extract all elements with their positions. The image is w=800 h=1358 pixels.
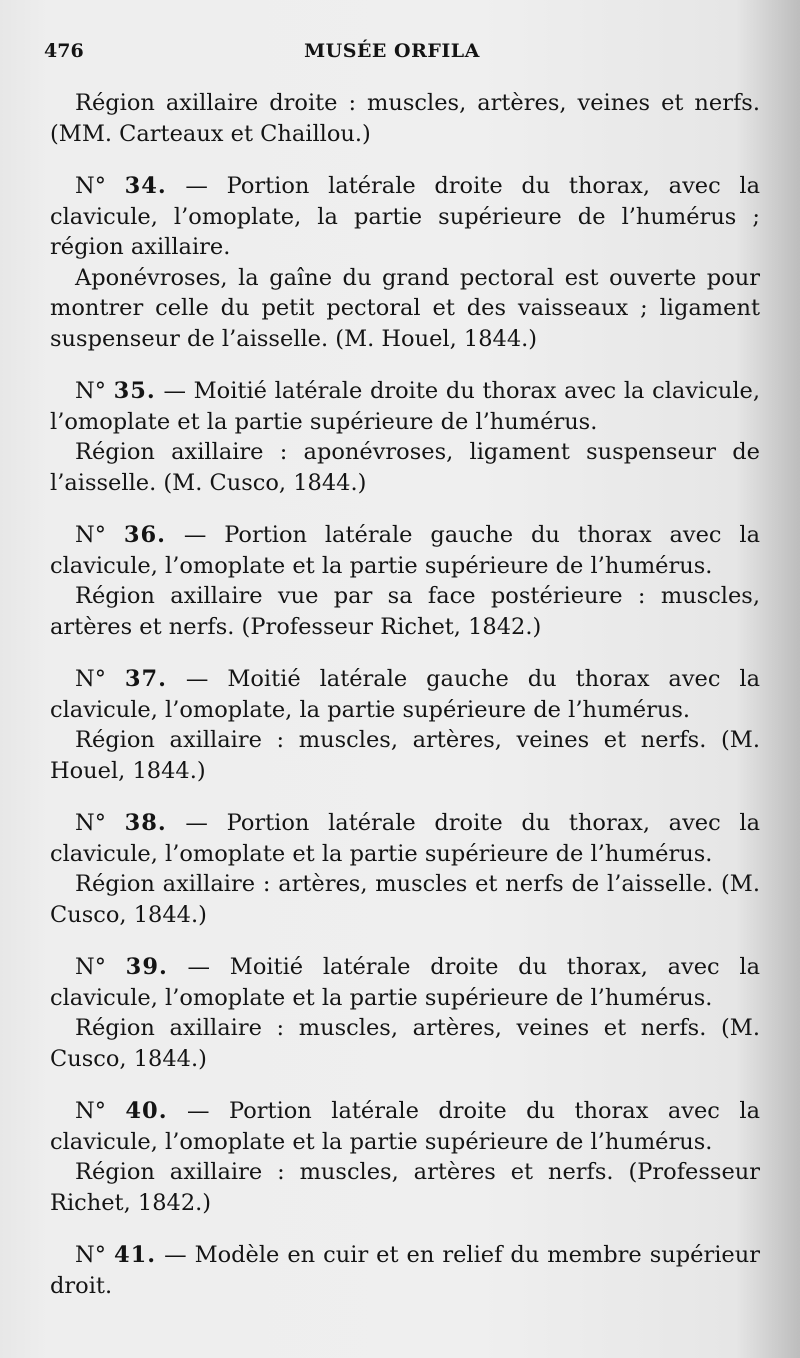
catalog-entry-38 (50, 808, 760, 930)
entry-desc-text: — Portion latérale droite du thorax, avec la clavicule, l’omoplate, la partie supérieure de l’humérus ; région axillaire. (50, 173, 760, 260)
catalog-entry-34 (50, 171, 760, 354)
catalog-entry-36 (50, 520, 760, 642)
entry-detail: Région axillaire vue par sa face postérieure : muscles, artères et nerfs. (Professeur Richet, 1842.) (50, 583, 760, 640)
entry-number: 34. (124, 173, 167, 199)
entry-detail: Région axillaire : muscles, artères, veines et nerfs. (M. Houel, 1844.) (50, 727, 760, 784)
entry-no-label: N° (75, 666, 106, 692)
entry-no-label: N° (75, 1242, 106, 1268)
entry-number: 38. (124, 810, 167, 836)
entry-no-label: N° (75, 954, 106, 980)
entry-detail: Région axillaire : aponévroses, ligament suspenseur de l’aisselle. (M. Cusco, 1844.) (50, 439, 760, 496)
entry-description (50, 952, 760, 1013)
entry-number: 41. (113, 1242, 157, 1268)
entry-desc-text: — Portion latérale droite du thorax, avec la clavicule, l’omoplate et la partie supérieure de l’humérus. (50, 810, 760, 867)
entry-desc-text: — Portion latérale gauche du thorax avec la clavicule, l’omoplate et la partie supérieure de l’humérus. (50, 522, 761, 579)
entry-detail: Région axillaire : muscles, artères et nerfs. (Professeur Richet, 1842.) (50, 1159, 760, 1216)
entry-desc-text: — Moitié latérale droite du thorax avec la clavicule, l’omoplate et la partie supérieure de l’humérus. (50, 378, 760, 435)
entry-number: 40. (125, 1098, 168, 1124)
entry-number: 35. (113, 378, 156, 404)
entry-number: 37. (124, 666, 168, 692)
page-number: 476 (44, 40, 84, 62)
running-title: MUSÉE ORFILA (304, 40, 480, 62)
catalog-entry-40 (50, 1096, 760, 1218)
entry-no-label: N° (75, 522, 106, 548)
catalog-entry-37 (50, 664, 760, 786)
entry-desc-text: — Moitié latérale droite du thorax, avec la clavicule, l’omoplate et la partie supérieure de l’humérus. (50, 954, 760, 1011)
intro-text: Région axillaire droite : muscles, artères, veines et nerfs. (MM. Carteaux et Chaillou.) (50, 90, 760, 147)
entry-description (50, 520, 760, 581)
catalog-entry-39 (50, 952, 760, 1074)
entry-no-label: N° (75, 810, 106, 836)
entry-desc-text: — Modèle en cuir et en relief du membre supérieur droit. (50, 1242, 760, 1299)
catalog-entry-41 (50, 1240, 760, 1301)
entry-detail: Aponévroses, la gaîne du grand pectoral est ouverte pour montrer celle du petit pectoral et des vaisseaux ; ligament suspenseur de l’aisselle. (M. Houel, 1844.) (50, 264, 760, 352)
page-header (44, 40, 740, 76)
entry-description (50, 664, 760, 725)
entry-description (50, 376, 760, 437)
entry-detail: Région axillaire : muscles, artères, veines et nerfs. (M. Cusco, 1844.) (50, 1015, 760, 1072)
entry-description (50, 1240, 760, 1301)
entry-description (50, 808, 760, 869)
entry-description (50, 1096, 760, 1157)
entry-no-label: N° (75, 378, 106, 404)
entry-desc-text: — Portion latérale droite du thorax avec la clavicule, l’omoplate et la partie supérieure de l’humérus. (50, 1098, 760, 1155)
intro-paragraph (50, 88, 760, 149)
entry-description (50, 171, 760, 263)
entry-no-label: N° (75, 1098, 106, 1124)
entry-number: 36. (123, 522, 166, 548)
page-content (50, 88, 760, 1323)
entry-number: 39. (125, 954, 168, 980)
catalog-entry-35 (50, 376, 760, 498)
entry-no-label: N° (75, 173, 106, 199)
entry-detail: Région axillaire : artères, muscles et nerfs de l’aisselle. (M. Cusco, 1844.) (50, 871, 760, 928)
entry-desc-text: — Moitié latérale gauche du thorax avec la clavicule, l’omoplate, la partie supérieure de l’humérus. (50, 666, 760, 723)
